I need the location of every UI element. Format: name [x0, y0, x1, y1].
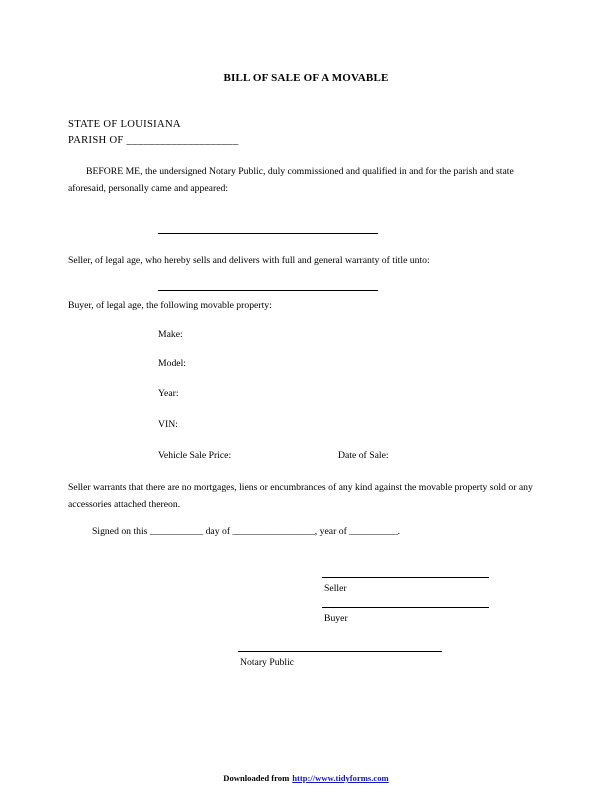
notary-signature-label: Notary Public — [240, 657, 295, 668]
buyer-signature-rule[interactable] — [322, 607, 489, 608]
paragraph-before-me-text: BEFORE ME, the undersigned Notary Public, duly commissioned and qualified in and for the parish and state aforesaid, personally came and appeared: — [68, 166, 514, 194]
paragraph-before-me — [68, 164, 538, 197]
field-label-date-of-sale: Date of Sale: — [338, 450, 389, 461]
paragraph-seller-clause: Seller, of legal age, who hereby sells and delivers with full and general warranty of title unto: — [68, 255, 430, 266]
field-label-make: Make: — [158, 329, 183, 340]
footer-downloaded-from-text: Downloaded from — [223, 773, 290, 783]
footer — [0, 773, 612, 783]
paragraph-warranty-clause: Seller warrants that there are no mortgages, liens or encumbrances of any kind against the movable property sold or any accessories attached thereon. — [68, 482, 533, 510]
seller-signature-rule[interactable] — [322, 577, 489, 578]
paragraph-signed-on — [68, 524, 538, 541]
buyer-signature-label: Buyer — [324, 613, 348, 624]
field-label-vin: VIN: — [158, 419, 178, 430]
paragraph-buyer-clause: Buyer, of legal age, the following movable property: — [68, 300, 272, 311]
seller-name-blank-rule[interactable] — [158, 233, 378, 234]
field-label-year: Year: — [158, 388, 179, 399]
field-label-model: Model: — [158, 358, 186, 369]
notary-signature-rule[interactable] — [238, 651, 442, 652]
seller-signature-label: Seller — [324, 583, 347, 594]
parish-line[interactable]: PARISH OF ____________________ — [68, 135, 239, 146]
buyer-name-blank-rule[interactable] — [158, 290, 378, 291]
page-title: BILL OF SALE OF A MOVABLE — [223, 72, 389, 84]
footer-source-link[interactable]: http://www.tidyforms.com — [292, 773, 389, 783]
field-label-vehicle-sale-price: Vehicle Sale Price: — [158, 450, 232, 461]
paragraph-signed-on-text[interactable]: Signed on this ___________ day of _________________, year of __________. — [92, 526, 401, 537]
state-line: STATE OF LOUISIANA — [68, 119, 181, 130]
